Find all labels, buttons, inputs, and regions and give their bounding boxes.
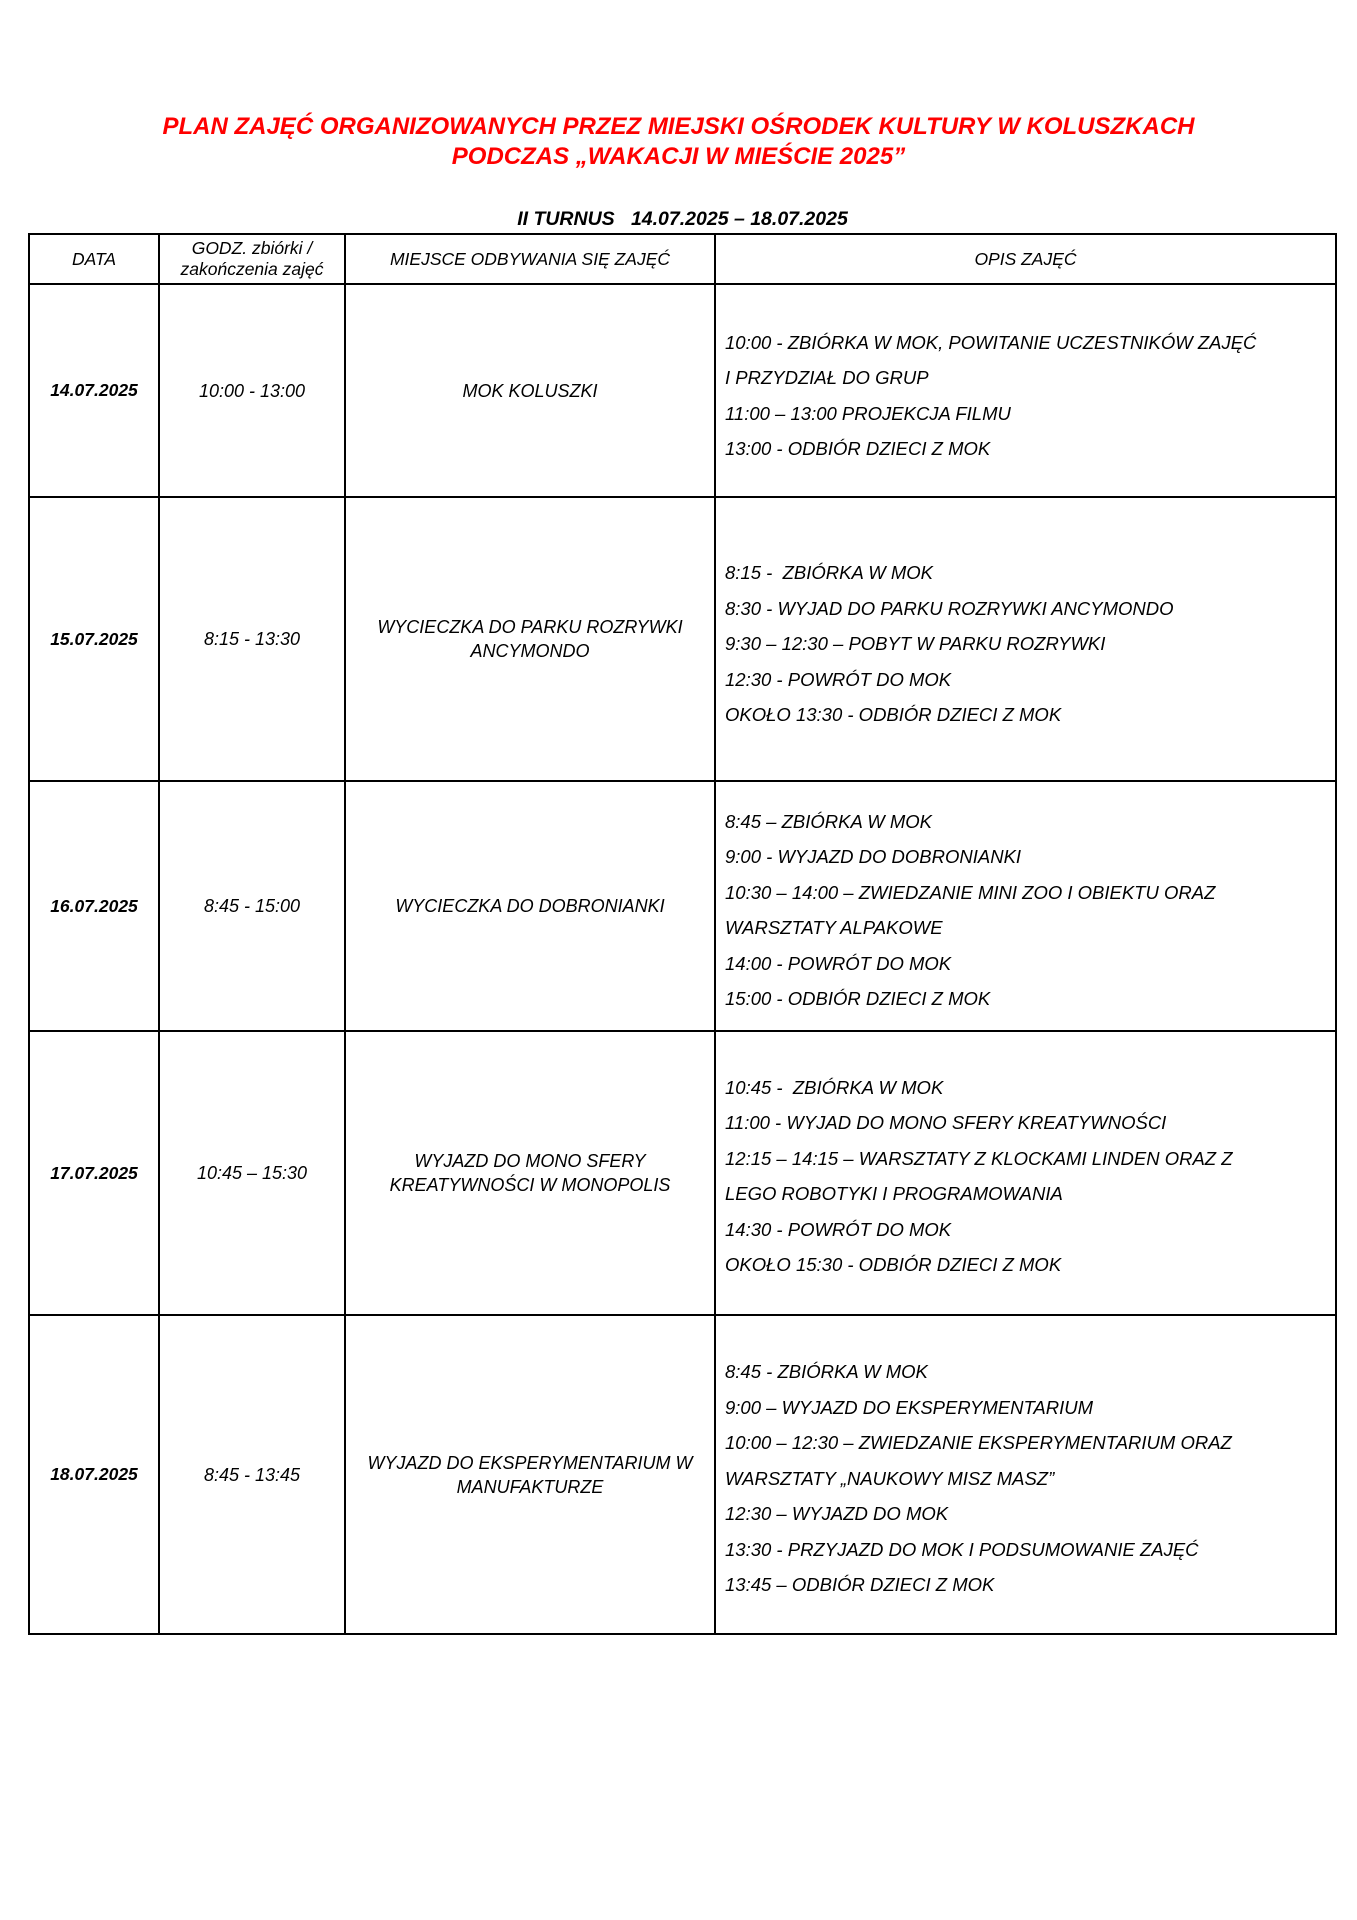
description-line: 8:45 - ZBIÓRKA W MOK (725, 1361, 928, 1383)
cell-hours: 8:45 - 13:45 (159, 1315, 345, 1634)
table-row (29, 1031, 1336, 1315)
cell-date: 17.07.2025 (29, 1031, 159, 1315)
description-line: 15:00 - ODBIÓR DZIECI Z MOK (725, 988, 991, 1009)
description-line: 9:00 - WYJAZD DO DOBRONIANKI (725, 846, 1022, 867)
description-line: 10:30 – 14:00 – ZWIEDZANIE MINI ZOO I OBIEKTU ORAZ (725, 881, 1216, 903)
description-line: WARSZTATY ALPAKOWE (725, 917, 943, 938)
place-text: WYJAZD DO MONO SFERY KREATYWNOŚCI W MONOPOLIS (389, 1151, 671, 1195)
place-text: WYCIECZKA DO PARKU ROZRYWKI ANCYMONDO (377, 617, 683, 661)
description-line: LEGO ROBOTYKI I PROGRAMOWANIA (725, 1183, 1063, 1204)
cell-date: 15.07.2025 (29, 497, 159, 781)
description-line: OKOŁO 15:30 - ODBIÓR DZIECI Z MOK (725, 1254, 1062, 1275)
description-line: 14:30 - POWRÓT DO MOK (725, 1218, 952, 1240)
cell-description (715, 1031, 1336, 1315)
cell-place (345, 781, 715, 1031)
column-header-hours: GODZ. zbiórki / zakończenia zajęć (159, 234, 345, 284)
document-title (0, 112, 1357, 172)
description-line: 8:30 - WYJAD DO PARKU ROZRYWKI ANCYMONDO (725, 597, 1174, 619)
cell-hours: 10:45 – 15:30 (159, 1031, 345, 1315)
description-line: OKOŁO 13:30 - ODBIÓR DZIECI Z MOK (725, 704, 1062, 726)
table-row (29, 1315, 1336, 1634)
cell-place (345, 284, 715, 497)
cell-place (345, 1031, 715, 1315)
place-text: WYCIECZKA DO DOBRONIANKI (395, 896, 665, 916)
cell-description (715, 781, 1336, 1031)
table-row (29, 781, 1336, 1031)
cell-hours: 10:00 - 13:00 (159, 284, 345, 497)
description-line: 9:30 – 12:30 – POBYT W PARKU ROZRYWKI (725, 633, 1106, 655)
description-line: 12:15 – 14:15 – WARSZTATY Z KLOCKAMI LINDEN ORAZ Z (725, 1147, 1233, 1169)
turnus-text: II TURNUS 14.07.2025 – 18.07.2025 (517, 208, 848, 230)
cell-place (345, 497, 715, 781)
description-line: 8:45 – ZBIÓRKA W MOK (725, 810, 932, 832)
description-line: 11:00 - WYJAD DO MONO SFERY KREATYWNOŚCI (725, 1112, 1167, 1133)
cell-place (345, 1315, 715, 1634)
description-line: WARSZTATY „NAUKOWY MISZ MASZ” (725, 1467, 1055, 1489)
description-line: 11:00 – 13:00 PROJEKCJA FILMU (725, 402, 1011, 424)
column-header-description: OPIS ZAJĘĆ (715, 234, 1336, 284)
description-line: 8:15 - ZBIÓRKA W MOK (725, 562, 933, 584)
description-line: 13:30 - PRZYJAZD DO MOK I PODSUMOWANIE ZAJĘĆ (725, 1538, 1199, 1560)
place-text: WYJAZD DO EKSPERYMENTARIUM W MANUFAKTURZE (367, 1452, 693, 1497)
title-line-2: PODCZAS „WAKACJI W MIEŚCIE 2025” (451, 143, 906, 170)
description-line: I PRZYDZIAŁ DO GRUP (725, 367, 929, 388)
cell-date: 14.07.2025 (29, 284, 159, 497)
column-header-place: MIEJSCE ODBYWANIA SIĘ ZAJĘĆ (345, 234, 715, 284)
description-line: 14:00 - POWRÓT DO MOK (725, 952, 952, 974)
cell-date: 18.07.2025 (29, 1315, 159, 1634)
description-line: 9:00 – WYJAZD DO EKSPERYMENTARIUM (725, 1396, 1094, 1418)
table-header-row (29, 234, 1336, 284)
cell-hours: 8:45 - 15:00 (159, 781, 345, 1031)
title-line-1: PLAN ZAJĘĆ ORGANIZOWANYCH PRZEZ MIEJSKI OŚRODEK KULTURY W KOLUSZKACH (162, 113, 1195, 140)
cell-date: 16.07.2025 (29, 781, 159, 1031)
description-line: 10:00 – 12:30 – ZWIEDZANIE EKSPERYMENTARIUM ORAZ (725, 1432, 1232, 1454)
place-text: MOK KOLUSZKI (462, 380, 598, 401)
schedule-table (28, 233, 1337, 1635)
table-row (29, 284, 1336, 497)
turnus-heading (28, 207, 1337, 231)
description-line: 10:45 - ZBIÓRKA W MOK (725, 1076, 944, 1098)
cell-hours: 8:15 - 13:30 (159, 497, 345, 781)
cell-description (715, 1315, 1336, 1634)
description-line: 13:45 – ODBIÓR DZIECI Z MOK (725, 1574, 995, 1596)
description-line: 12:30 - POWRÓT DO MOK (725, 668, 952, 690)
cell-description (715, 497, 1336, 781)
description-line: 10:00 - ZBIÓRKA W MOK, POWITANIE UCZESTNIKÓW ZAJĘĆ (725, 331, 1257, 353)
description-line: 13:00 - ODBIÓR DZIECI Z MOK (725, 438, 991, 459)
column-header-date: DATA (29, 234, 159, 284)
table-row (29, 497, 1336, 781)
description-line: 12:30 – WYJAZD DO MOK (725, 1503, 949, 1525)
cell-description (715, 284, 1336, 497)
